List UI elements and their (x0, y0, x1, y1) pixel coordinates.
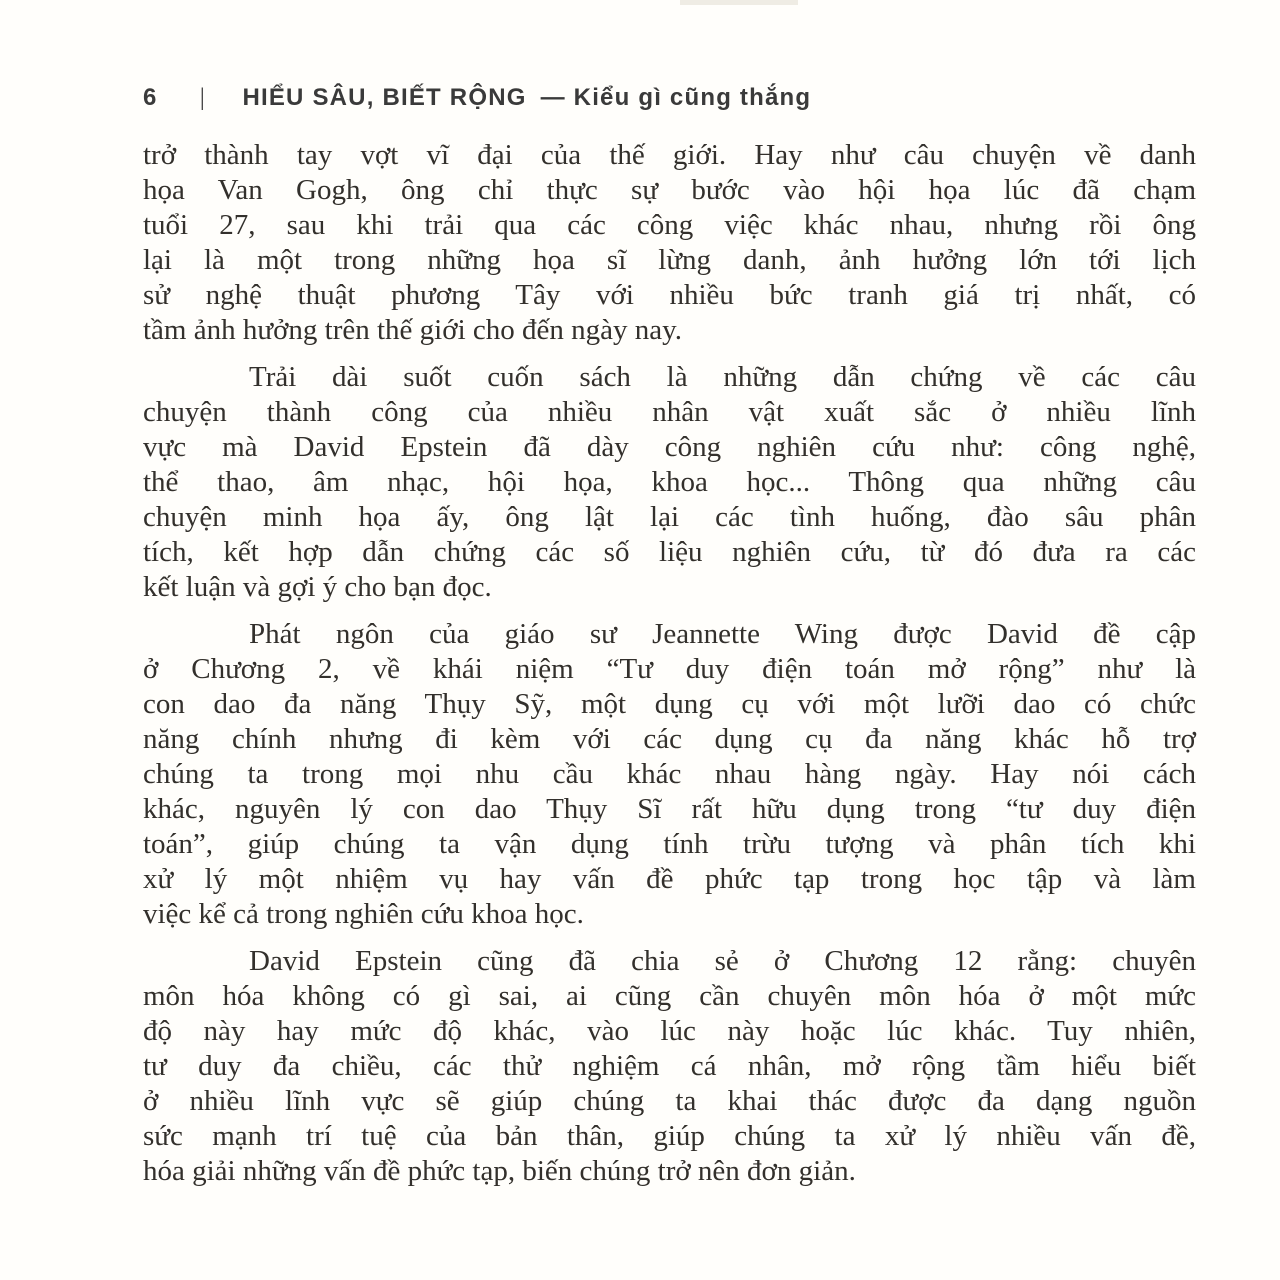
text-line: trở thành tay vợt vĩ đại của thế giới. Hay như câu chuyện về danh (143, 139, 1196, 171)
text-line: ở nhiều lĩnh vực sẽ giúp chúng ta khai thác được đa dạng nguồn (143, 1085, 1196, 1117)
text-line: tầm ảnh hưởng trên thế giới cho đến ngày nay. (143, 314, 682, 346)
chapter-subtitle: — Kiểu gì cũng thắng (540, 84, 812, 111)
text-line: chuyện thành công của nhiều nhân vật xuất sắc ở nhiều lĩnh (143, 396, 1196, 428)
text-line: khác, nguyên lý con dao Thụy Sĩ rất hữu dụng trong “tư duy điện (143, 793, 1196, 825)
text-line: họa Van Gogh, ông chỉ thực sự bước vào hội họa lúc đã chạm (143, 174, 1196, 206)
text-line: năng chính nhưng đi kèm với các dụng cụ đa năng khác hỗ trợ (143, 723, 1196, 755)
book-title: HIỂU SÂU, BIẾT RỘNG (242, 84, 527, 111)
text-line: ở Chương 2, về khái niệm “Tư duy điện toán mở rộng” như là (143, 653, 1196, 685)
text-line: lại là một trong những họa sĩ lừng danh, ảnh hưởng lớn tới lịch (143, 244, 1196, 276)
scan-artifact (680, 0, 798, 5)
paragraph (143, 138, 1196, 348)
text-line: hóa giải những vấn đề phức tạp, biến chúng trở nên đơn giản. (143, 1155, 856, 1187)
text-line: sức mạnh trí tuệ của bản thân, giúp chúng ta xử lý nhiều vấn đề, (143, 1120, 1196, 1152)
text-line: xử lý một nhiệm vụ hay vấn đề phức tạp trong học tập và làm (143, 863, 1196, 895)
text-line: sử nghệ thuật phương Tây với nhiều bức tranh giá trị nhất, có (143, 279, 1196, 311)
paragraph (143, 944, 1196, 1189)
text-line: chúng ta trong mọi nhu cầu khác nhau hàng ngày. Hay nói cách (143, 758, 1196, 790)
text-line: việc kể cả trong nghiên cứu khoa học. (143, 898, 584, 930)
text-line: David Epstein cũng đã chia sẻ ở Chương 12 rằng: chuyên (249, 945, 1196, 977)
text-line: tuổi 27, sau khi trải qua các công việc khác nhau, nhưng rồi ông (143, 209, 1196, 241)
text-line: thể thao, âm nhạc, hội họa, khoa học... Thông qua những câu (143, 466, 1196, 498)
header-separator: | (200, 84, 206, 111)
text-line: chuyện minh họa ấy, ông lật lại các tình huống, đào sâu phân (143, 501, 1196, 533)
text-line: con dao đa năng Thụy Sỹ, một dụng cụ với một lưỡi dao có chức (143, 688, 1196, 720)
text-line: kết luận và gợi ý cho bạn đọc. (143, 571, 492, 603)
paragraph (143, 360, 1196, 605)
text-line: Phát ngôn của giáo sư Jeannette Wing được David đề cập (249, 618, 1196, 650)
page-body (143, 138, 1196, 1189)
text-line: tư duy đa chiều, các thử nghiệm cá nhân, mở rộng tầm hiểu biết (143, 1050, 1196, 1082)
text-line: vực mà David Epstein đã dày công nghiên cứu như: công nghệ, (143, 431, 1196, 463)
text-line: toán”, giúp chúng ta vận dụng tính trừu tượng và phân tích khi (143, 828, 1196, 860)
text-line: Trải dài suốt cuốn sách là những dẫn chứng về các câu (249, 361, 1196, 393)
text-line: tích, kết hợp dẫn chứng các số liệu nghiên cứu, từ đó đưa ra các (143, 536, 1196, 568)
page-number: 6 (143, 84, 158, 111)
text-line: môn hóa không có gì sai, ai cũng cần chuyên môn hóa ở một mức (143, 980, 1196, 1012)
text-line: độ này hay mức độ khác, vào lúc này hoặc lúc khác. Tuy nhiên, (143, 1015, 1196, 1047)
paragraph (143, 617, 1196, 932)
page-header (143, 84, 1196, 112)
